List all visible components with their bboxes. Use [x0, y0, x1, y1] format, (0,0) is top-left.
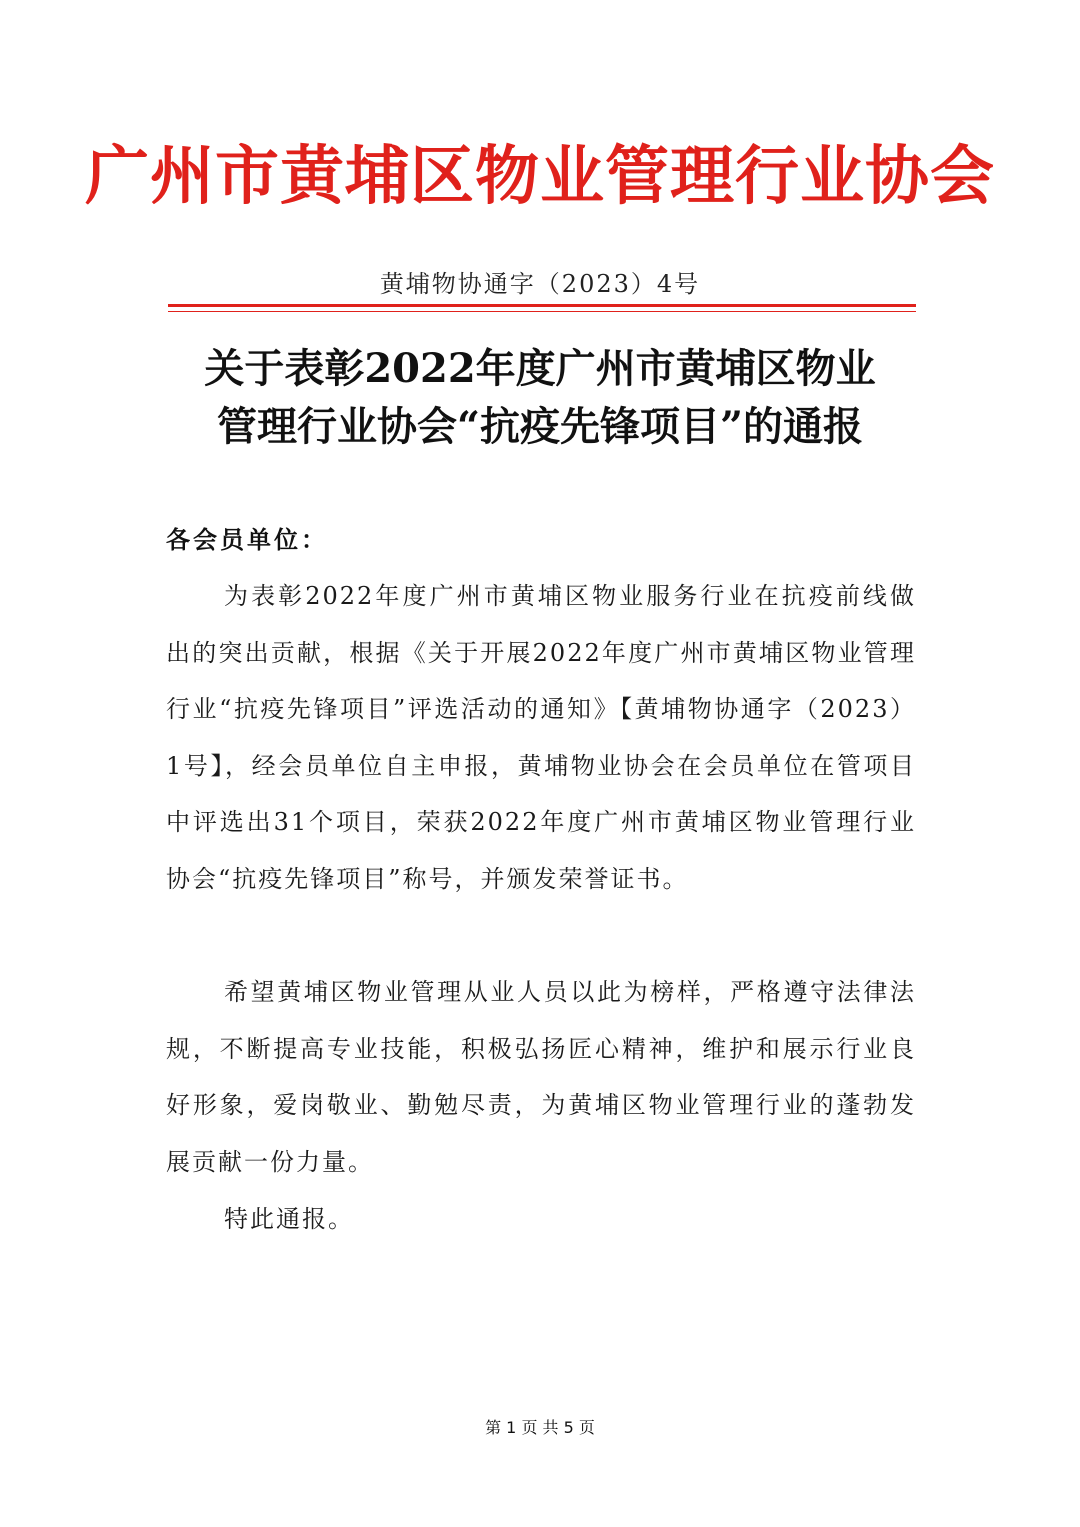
notice-title-line-1: 关于表彰2022年度广州市黄埔区物业 — [204, 345, 876, 392]
salutation: 各会员单位： — [166, 525, 328, 554]
body-paragraph-2: 希望黄埔区物业管理从业人员以此为榜样，严格遵守法律法规，不断提高专业技能，积极弘扬匠心精神，维护和展示行业良好形象，爱岗敬业、勤勉尽责，为黄埔区物业管理行业的蓬勃发展贡献一份力量。 — [166, 978, 916, 1176]
notice-title-line-2: 管理行业协会“抗疫先锋项目”的通报 — [216, 403, 863, 450]
organization-header: 广州市黄埔区物业管理行业协会 — [85, 140, 995, 214]
page-indicator: 第 1 页 共 5 页 — [485, 1418, 595, 1437]
header-rule-thin — [168, 311, 916, 312]
document-number: 黄埔物协通字（2023）4号 — [379, 270, 701, 298]
body-paragraph-1: 为表彰2022年度广州市黄埔区物业服务行业在抗疫前线做出的突出贡献，根据《关于开展2022年度广州市黄埔区物业管理行业“抗疫先锋项目”评选活动的通知》【黄埔物协通字（2023）1号】，经会员单位自主申报，黄埔物业协会在会员单位在管项目中评选出31个项目，荣获2022年度广州市黄埔区物业管理行业协会“抗疫先锋项目”称号，并颁发荣誉证书。 — [166, 582, 916, 893]
header-rule-thick — [168, 304, 916, 307]
closing-line: 特此通报。 — [224, 1205, 354, 1233]
notice-title — [140, 340, 940, 456]
